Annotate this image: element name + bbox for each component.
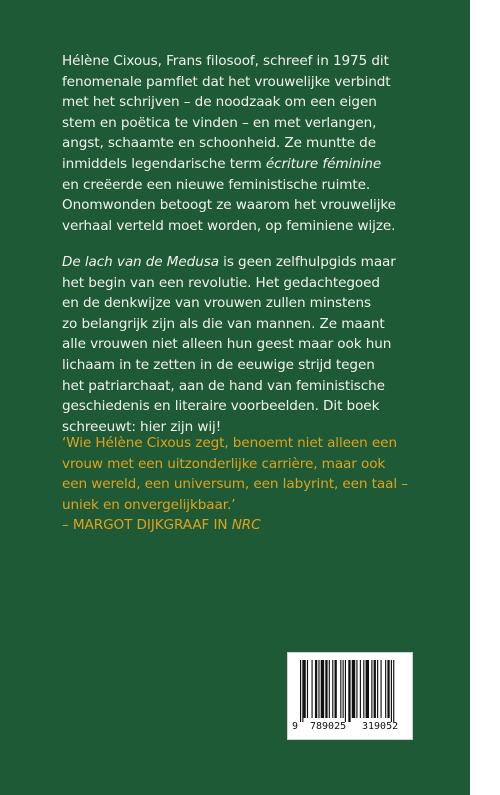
isbn-number bbox=[292, 721, 410, 732]
text-line: met het schrijven – de noodzaak om een eigen bbox=[62, 94, 377, 111]
isbn-first-digit: 9 bbox=[292, 721, 299, 732]
isbn-left-group: 789025 bbox=[310, 721, 347, 732]
quote-line: vrouw met een uitzonderlijke carrière, maar ook bbox=[62, 455, 386, 472]
page-edge bbox=[470, 0, 500, 795]
barcode-bar bbox=[393, 660, 394, 722]
barcode-bar bbox=[374, 660, 376, 718]
barcode-bar bbox=[312, 660, 313, 718]
book-title-italic: De lach van de Medusa bbox=[62, 254, 219, 270]
isbn-right-group: 319052 bbox=[362, 721, 399, 732]
text-line: en de denkwijze van vrouwen zullen minstens bbox=[62, 295, 371, 312]
text-line bbox=[62, 154, 414, 175]
barcode-bar bbox=[348, 660, 350, 722]
text-line: verhaal verteld moet worden, op feminiene wijze. bbox=[62, 217, 396, 234]
text-line: angst, schaamte en schoonheid. Ze muntte de bbox=[62, 135, 376, 152]
barcode-bar bbox=[307, 660, 308, 718]
text-line: schreeuwt: hier zijn wij! bbox=[62, 418, 222, 435]
text-line: Hélène Cixous, Frans filosoof, schreef in 1975 dit bbox=[62, 53, 389, 69]
text-line bbox=[62, 252, 414, 273]
barcode-bar bbox=[356, 660, 357, 718]
text-line: Onomwonden betoogt ze waarom het vrouwelijke bbox=[62, 197, 396, 214]
text-segment: inmiddels legendarische term bbox=[62, 155, 266, 172]
text-line: het patriarchaat, aan de hand van feministische bbox=[62, 377, 385, 394]
text-line: alle vrouwen niet alleen hun geest maar ook hun bbox=[62, 336, 392, 353]
quote-line: ‘Wie Hélène Cixous zegt, benoemt niet alleen een bbox=[62, 435, 397, 451]
barcode-bar bbox=[300, 660, 301, 722]
text-line: het begin van een revolutie. Het gedachtegoed bbox=[62, 274, 380, 291]
barcode-bar bbox=[302, 660, 303, 722]
source-italic: NRC bbox=[231, 517, 261, 534]
barcode-bar bbox=[318, 660, 319, 718]
isbn-barcode bbox=[287, 652, 413, 740]
barcode-bar bbox=[371, 660, 372, 718]
barcode-bar bbox=[387, 660, 389, 718]
barcode-bar bbox=[335, 660, 337, 718]
barcode-bar bbox=[352, 660, 355, 718]
barcode-bar bbox=[363, 660, 364, 718]
italic-term: écriture féminine bbox=[265, 155, 382, 172]
quote-attribution bbox=[62, 515, 414, 536]
barcode-bar bbox=[303, 660, 305, 718]
barcode-bar bbox=[340, 660, 341, 718]
review-quote bbox=[62, 433, 414, 536]
description-paragraph-1 bbox=[62, 51, 414, 236]
barcode-bar bbox=[377, 660, 378, 718]
text-line: geschiedenis en literaire voorbeelden. Dit boek bbox=[62, 398, 380, 415]
barcode-bar bbox=[366, 660, 369, 718]
barcode-bar bbox=[329, 660, 330, 718]
barcode-bar bbox=[332, 660, 333, 718]
barcode-bars bbox=[300, 660, 400, 722]
attribution-text: – MARGOT DIJKGRAAF IN bbox=[62, 517, 232, 534]
barcode-bar bbox=[391, 660, 392, 722]
barcode-bar bbox=[321, 660, 324, 718]
barcode-bar bbox=[360, 660, 361, 718]
text-line: fenomenale pamflet dat het vrouwelijke verbindt bbox=[62, 73, 391, 90]
quote-line: een wereld, een universum, een labyrint, een taal – bbox=[62, 476, 408, 493]
text-line: en creëerde een nieuwe feministische ruimte. bbox=[62, 176, 371, 193]
text-segment: is geen zelfhulpgids maar bbox=[218, 254, 396, 270]
barcode-bar bbox=[325, 660, 327, 718]
barcode-bar bbox=[385, 660, 386, 718]
description-paragraph-2 bbox=[62, 252, 414, 437]
text-line: stem en poëtica te vinden – en met verlangen, bbox=[62, 114, 377, 131]
barcode-bar bbox=[381, 660, 382, 718]
quote-line: uniek en onvergelijkbaar.’ bbox=[62, 496, 236, 513]
barcode-bar bbox=[343, 660, 344, 718]
barcode-bar bbox=[315, 660, 317, 718]
barcode-bar bbox=[345, 660, 346, 722]
text-line: lichaam in te zetten in de eeuwige strijd tegen bbox=[62, 356, 375, 373]
text-line: zo belangrijk zijn als die van mannen. Ze maant bbox=[62, 315, 385, 332]
